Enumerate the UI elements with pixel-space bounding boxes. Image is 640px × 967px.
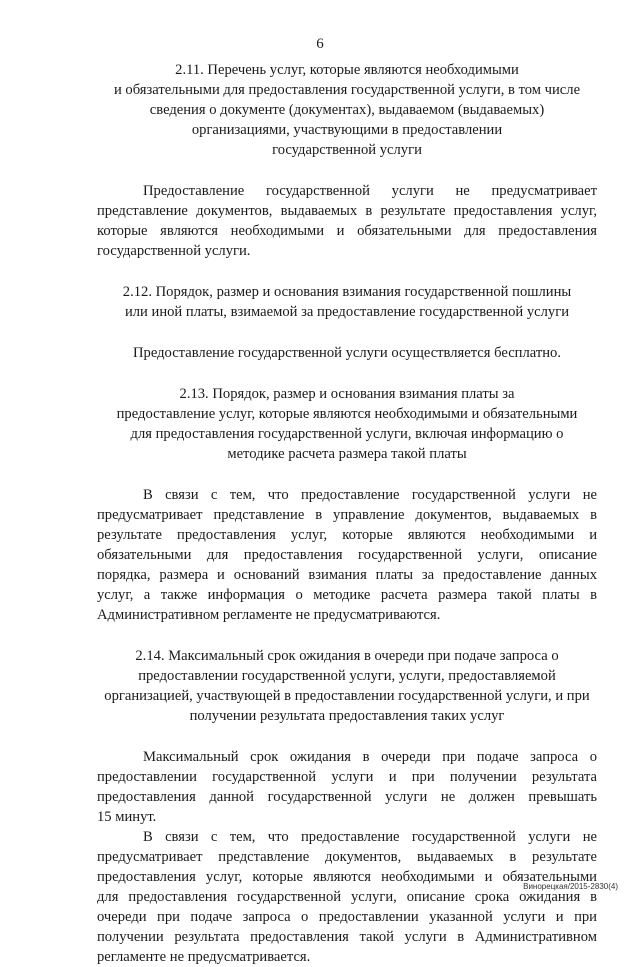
heading-line: и обязательными для предоставления государственной услуги, в том числе: [113, 82, 581, 98]
body-line: предоставлении государственной услуги и при получении результата: [97, 769, 597, 785]
body-line: услуг, а также информация о методике расчета размера такой платы в: [97, 587, 597, 603]
body-line: порядка, размера и оснований взимания платы за предоставление данных: [97, 567, 597, 583]
body-line: Административном регламенте не предусматриваются.: [97, 607, 441, 623]
body-line: предоставления услуг, которые являются необходимыми и обязательными: [97, 869, 597, 885]
body-line: обязательными для предоставления государственной услуги, описание: [97, 547, 597, 563]
section-2-11-body: [97, 181, 597, 261]
heading-line: методике расчета размера такой платы: [227, 446, 467, 462]
heading-line: предоставлении государственной услуги, услуги, предоставляемой: [138, 668, 556, 684]
page-number: 6: [316, 36, 324, 52]
body-line: В связи с тем, что предоставление государственной услуги не: [143, 487, 597, 503]
body-line: которые являются необходимыми и обязательными для предоставления: [97, 223, 597, 239]
heading-line: 2.14. Максимальный срок ожидания в очереди при подаче запроса о: [135, 648, 559, 664]
heading-line: предоставление услуг, которые являются необходимыми и обязательными: [116, 406, 578, 422]
body-line: очереди при подаче запроса о предоставлении указанной услуги и при: [97, 909, 597, 925]
body-line: предусматривает представление документов, выдаваемых в результате: [97, 849, 597, 865]
document-body: [97, 60, 597, 967]
section-2-14-body: [97, 747, 597, 827]
heading-line: сведения о документе (документах), выдаваемом (выдаваемых): [149, 102, 545, 118]
section-2-12-heading: [97, 282, 597, 322]
body-line: предоставления данной государственной услуги не должен превышать: [97, 789, 597, 805]
section-2-13-body: [97, 485, 597, 625]
heading-line: или иной платы, взимаемой за предоставление государственной услуги: [124, 304, 570, 320]
section-2-12-body: Предоставление государственной услуги осуществляется бесплатно.: [133, 345, 561, 361]
footer-document-code: Винорецкая/2015-2830(4): [523, 882, 618, 891]
section-2-11-heading: [97, 60, 597, 160]
body-line: 15 минут.: [97, 809, 157, 825]
body-line: представление документов, выдаваемых в результате предоставления услуг,: [97, 203, 597, 219]
heading-line: 2.11. Перечень услуг, которые являются необходимыми: [175, 62, 519, 78]
body-line: результате предоставления услуг, которые являются необходимыми и: [97, 527, 597, 543]
body-line: предусматривает представление в управление документов, выдаваемых в: [97, 507, 597, 523]
section-2-14-heading: [97, 646, 597, 726]
heading-line: организациями, участвующими в предоставлении: [191, 122, 503, 138]
body-line: государственной услуги.: [97, 243, 251, 259]
heading-line: 2.13. Порядок, размер и основания взимания платы за: [179, 386, 515, 402]
heading-line: 2.12. Порядок, размер и основания взимания государственной пошлины: [122, 284, 572, 300]
section-2-14-body-2: [97, 827, 597, 967]
section-2-13-heading: [97, 384, 597, 464]
heading-line: государственной услуги: [272, 142, 422, 158]
body-line: для предоставления государственной услуги, описание срока ожидания в: [97, 889, 597, 905]
heading-line: организацией, участвующей в предоставлении государственной услуги, и при: [104, 688, 590, 704]
body-line: Максимальный срок ожидания в очереди при подаче запроса о: [143, 749, 597, 765]
body-line: Предоставление государственной услуги не предусматривает: [143, 183, 597, 199]
body-line: В связи с тем, что предоставление государственной услуги не: [143, 829, 597, 845]
heading-line: получении результата предоставления таких услуг: [189, 708, 505, 724]
body-line: регламенте не предусматривается.: [97, 949, 311, 965]
heading-line: для предоставления государственной услуги, включая информацию о: [130, 426, 564, 442]
body-line: получении результата предоставления такой услуги в Административном: [97, 929, 597, 945]
